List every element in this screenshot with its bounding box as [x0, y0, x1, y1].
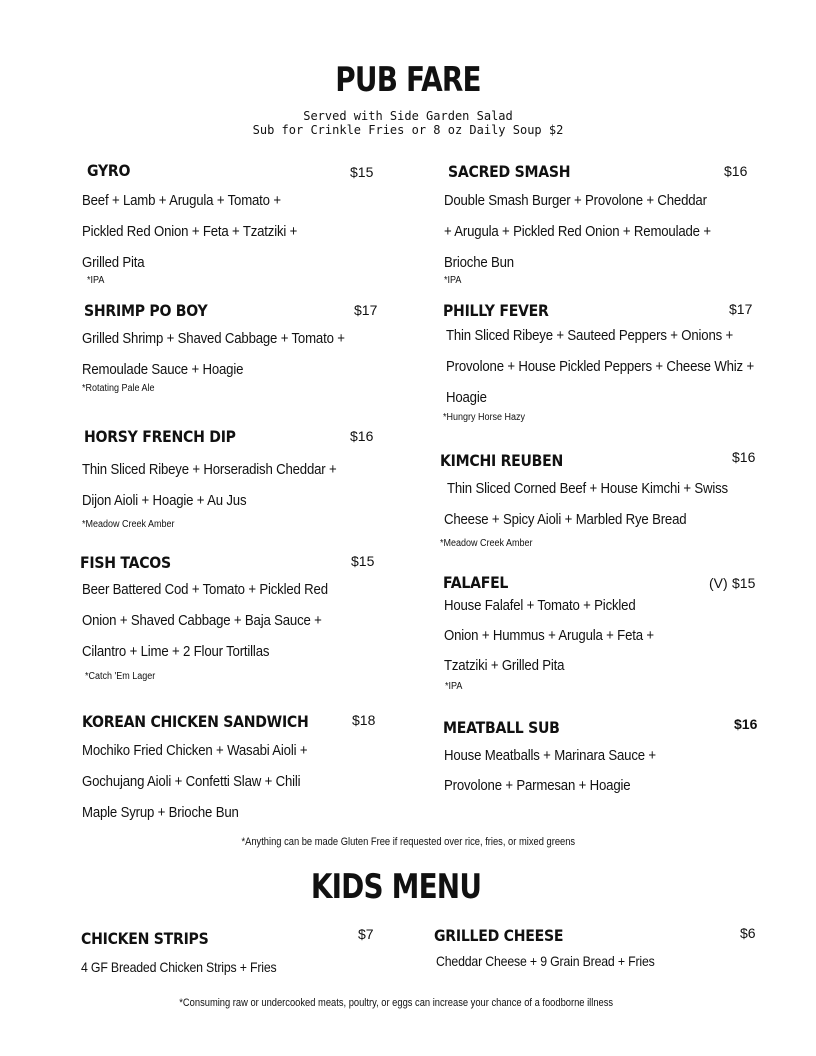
- item-description-line: Pickled Red Onion + Feta + Tzatziki +: [82, 223, 298, 240]
- item-description-line: Mochiko Fried Chicken + Wasabi Aioli +: [82, 742, 308, 759]
- item-name: KOREAN CHICKEN SANDWICH: [82, 712, 309, 731]
- beer-pairing: *Catch 'Em Lager: [85, 671, 156, 682]
- item-description-line: + Arugula + Pickled Red Onion + Remoulade +: [444, 223, 711, 240]
- beer-pairing: *IPA: [444, 275, 462, 286]
- item-name: PHILLY FEVER: [443, 301, 549, 320]
- item-description-line: Double Smash Burger + Provolone + Cheddar: [444, 192, 707, 209]
- item-description-line: Provolone + House Pickled Peppers + Cheese Whiz +: [446, 358, 754, 375]
- item-description-line: Thin Sliced Ribeye + Sauteed Peppers + Onions +: [446, 327, 734, 344]
- item-description-line: House Meatballs + Marinara Sauce +: [444, 747, 656, 764]
- item-name: HORSY FRENCH DIP: [84, 427, 236, 446]
- item-description-line: Brioche Bun: [444, 254, 514, 271]
- item-price: $7: [358, 926, 374, 942]
- item-name: CHICKEN STRIPS: [81, 929, 209, 948]
- pub-fare-subtitle-2: Sub for Crinkle Fries or 8 oz Daily Soup $2: [252, 123, 564, 137]
- vegetarian-badge: (V): [709, 575, 728, 591]
- item-price: $15: [350, 164, 374, 180]
- item-description-line: Thin Sliced Corned Beef + House Kimchi + Swiss: [447, 480, 728, 497]
- item-description-line: Thin Sliced Ribeye + Horseradish Cheddar +: [82, 461, 337, 478]
- beer-pairing: *IPA: [87, 275, 105, 286]
- item-description-line: Tzatziki + Grilled Pita: [444, 657, 565, 674]
- item-description-line: Beer Battered Cod + Tomato + Pickled Red: [82, 581, 328, 598]
- kids-menu-title: KIDS MENU: [310, 867, 482, 907]
- beer-pairing: *Rotating Pale Ale: [82, 383, 155, 394]
- foodborne-illness-note: [0, 997, 804, 1009]
- item-description-line: Onion + Hummus + Arugula + Feta +: [444, 627, 654, 644]
- item-description-line: Provolone + Parmesan + Hoagie: [444, 777, 631, 794]
- beer-pairing: *Meadow Creek Amber: [82, 519, 175, 530]
- item-description-line: House Falafel + Tomato + Pickled: [444, 597, 636, 614]
- item-description-line: Maple Syrup + Brioche Bun: [82, 804, 239, 821]
- item-description-line: Grilled Shrimp + Shaved Cabbage + Tomato +: [82, 330, 345, 347]
- item-description-line: Dijon Aioli + Hoagie + Au Jus: [82, 492, 247, 509]
- item-description-line: Hoagie: [446, 389, 487, 406]
- item-description-line: Cilantro + Lime + 2 Flour Tortillas: [82, 643, 270, 660]
- item-name: KIMCHI REUBEN: [440, 451, 564, 470]
- item-price: $16: [350, 428, 374, 444]
- item-name: SHRIMP PO BOY: [84, 301, 208, 320]
- beer-pairing: *Hungry Horse Hazy: [443, 412, 526, 423]
- item-description-line: 4 GF Breaded Chicken Strips + Fries: [81, 959, 277, 975]
- gluten-free-note-text: *Anything can be made Gluten Free if requested over rice, fries, or mixed greens: [241, 836, 575, 848]
- item-price: $15: [351, 553, 375, 569]
- item-name: FALAFEL: [443, 573, 509, 592]
- foodborne-illness-note-text: *Consuming raw or undercooked meats, poultry, or eggs can increase your chance of a foodborne illness: [179, 997, 613, 1009]
- pub-fare-subtitle-1: Served with Side Garden Salad: [303, 109, 513, 123]
- item-description-line: Remoulade Sauce + Hoagie: [82, 361, 244, 378]
- item-description-line: Gochujang Aioli + Confetti Slaw + Chili: [82, 773, 301, 790]
- item-description-line: Cheese + Spicy Aioli + Marbled Rye Bread: [444, 511, 687, 528]
- item-name: MEATBALL SUB: [443, 718, 560, 737]
- gluten-free-note: [0, 836, 816, 848]
- item-price: $17: [729, 301, 753, 317]
- beer-pairing: *Meadow Creek Amber: [440, 538, 533, 549]
- item-price: $18: [352, 712, 376, 728]
- item-price: $15: [732, 575, 756, 591]
- item-description-line: Beef + Lamb + Arugula + Tomato +: [82, 192, 281, 209]
- item-description-line: Onion + Shaved Cabbage + Baja Sauce +: [82, 612, 322, 629]
- item-description-line: Grilled Pita: [82, 254, 145, 271]
- pub-fare-title: PUB FARE: [335, 60, 481, 100]
- beer-pairing: *IPA: [445, 681, 463, 692]
- item-name: FISH TACOS: [80, 553, 171, 572]
- item-name: GYRO: [87, 161, 131, 180]
- item-name: GRILLED CHEESE: [434, 926, 564, 945]
- item-price: $17: [354, 302, 378, 318]
- item-name: SACRED SMASH: [448, 162, 571, 181]
- item-price: $16: [724, 163, 748, 179]
- item-price: $6: [740, 925, 756, 941]
- item-price: $16: [734, 716, 758, 732]
- item-price: $16: [732, 449, 756, 465]
- item-description-line: Cheddar Cheese + 9 Grain Bread + Fries: [436, 953, 655, 969]
